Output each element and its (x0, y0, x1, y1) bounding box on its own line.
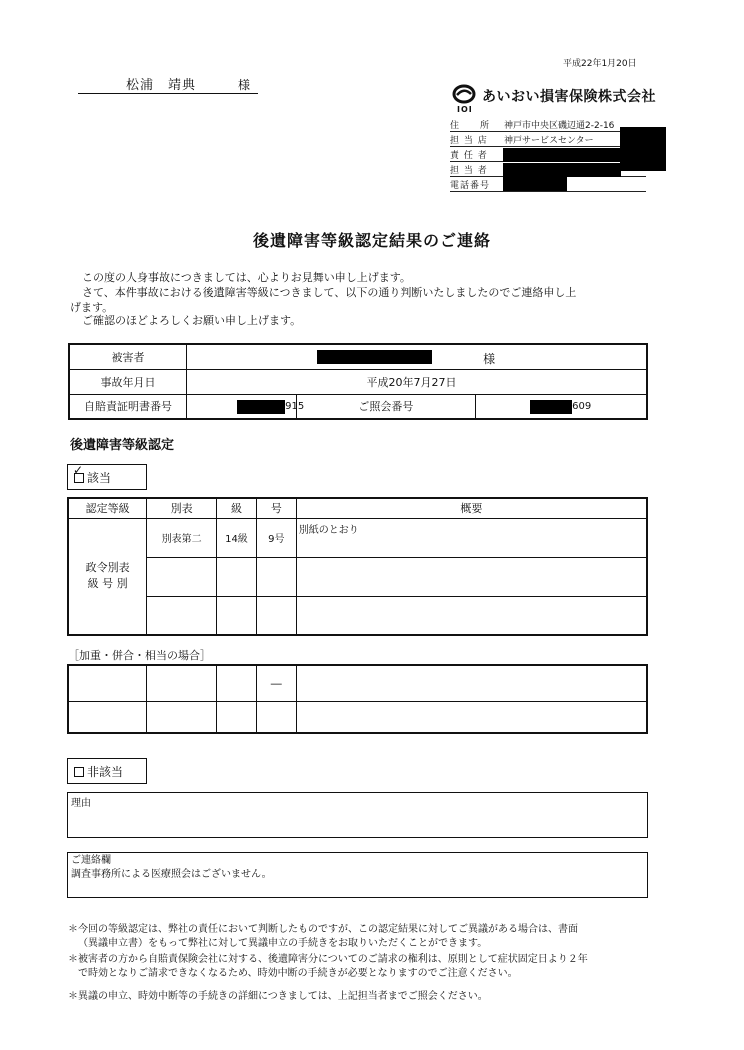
victim-cell (187, 344, 647, 369)
reference-number-label: ご照会番号 (296, 394, 475, 419)
page-title: 後遺障害等級認定結果のご連絡 (252, 231, 491, 250)
info-label: 電話番号 (450, 181, 491, 191)
row-label-cell (68, 518, 147, 635)
note-2-line-2: で時効となりご請求できなくなるため、時効中断の手続きが必要となりますのでご注意ください。 (78, 968, 518, 979)
note-2-line-1: ＊被害者の方から自賠責保険会社に対する、後遺障害分についてのご請求の権利は、原則として症状固定日より２年 (68, 954, 588, 965)
contact-text: 調査事務所による医療照会はございません。 (71, 869, 272, 880)
redaction-block (503, 177, 567, 191)
row1-number: 9号 (256, 518, 296, 557)
non-applicable-box (67, 758, 147, 784)
extra-row1-dash: ― (256, 665, 296, 701)
extra-section-title: ［加重・併合・相当の場合］ (68, 649, 211, 662)
extra-row2-col2 (147, 701, 217, 733)
redaction-block (530, 400, 572, 414)
redaction-block (503, 148, 621, 162)
non-applicable-checkbox (74, 767, 84, 777)
addressee-suffix: 様 (238, 78, 251, 92)
header-level: 級 (217, 498, 257, 518)
extra-row1-col5 (296, 665, 647, 701)
row2-number (256, 557, 296, 596)
row3-table (147, 596, 217, 635)
header-summary: 概要 (296, 498, 647, 518)
extra-row2-col4 (256, 701, 296, 733)
victim-label: 被害者 (69, 344, 187, 369)
non-applicable-label: 非該当 (87, 765, 124, 779)
victim-suffix: 様 (483, 352, 496, 366)
row3-number (256, 596, 296, 635)
row1-grade: 14級 (217, 518, 257, 557)
extra-row1-col2 (147, 665, 217, 701)
row2-table (147, 557, 217, 596)
extra-row2-col3 (216, 701, 256, 733)
row2-grade (217, 557, 257, 596)
note-1-line-2: （異議申立書）をもって弊社に対して異議申立の手続きをお取りいただくことができます。 (78, 938, 488, 949)
applicable-checkbox (73, 463, 84, 483)
info-label: 住 所 (450, 121, 491, 131)
info-label: 責 任 者 (450, 151, 488, 161)
note-3: ＊異議の申立、時効中断等の手続きの詳細につきましては、上記担当者までご照会ください。 (68, 991, 488, 1002)
addressee-line (78, 74, 258, 94)
grading-section-title: 後遺障害等級認定 (70, 438, 175, 453)
applicable-box (67, 464, 147, 490)
info-row-branch (450, 132, 646, 147)
cert-number-label: 自賠責証明書番号 (69, 394, 187, 419)
redaction-block (620, 127, 666, 171)
reason-label: 理由 (71, 798, 91, 809)
cert-number-value: 915 (285, 400, 305, 412)
addressee-name: 松浦 靖典 (126, 78, 197, 93)
header-grade: 認定等級 (68, 498, 147, 518)
company-logo-icon (452, 83, 478, 107)
info-value: 神戸サービスセンター (504, 136, 594, 146)
row-label-line-1: 政令別表 (85, 561, 130, 575)
header-number: 号 (256, 498, 296, 518)
intro-line-3: げます。 (70, 301, 114, 314)
cert-number-cell (187, 394, 305, 419)
checkmark-icon: ✓ (73, 463, 84, 477)
row1-table: 別表第二 (147, 518, 217, 557)
header-table: 別表 (147, 498, 217, 518)
row1-summary: 別紙のとおり (296, 518, 647, 557)
info-label: 担 当 店 (450, 136, 488, 146)
redaction-block (503, 163, 621, 177)
company-logo-sub: IOI (457, 105, 473, 114)
reason-box (67, 792, 648, 838)
intro-line-1: この度の人身事故につきましては、心よりお見舞い申し上げます。 (82, 271, 411, 284)
reference-number-cell (476, 394, 647, 419)
row-label-line-2: 級 号 別 (87, 577, 128, 591)
extra-row2-col1 (68, 701, 147, 733)
info-row-address (450, 117, 646, 132)
redaction-block (317, 350, 432, 364)
applicable-label: 該当 (87, 471, 112, 485)
info-value: 神戸市中央区磯辺通2-2-16 (504, 121, 615, 131)
accident-date-label: 事故年月日 (69, 369, 187, 394)
row3-summary (296, 596, 647, 635)
redaction-block (237, 400, 285, 414)
contact-label: ご連絡欄 (71, 855, 111, 866)
reference-number-value: 609 (572, 400, 592, 412)
row2-summary (296, 557, 647, 596)
note-1-line-1: ＊今回の等級認定は、弊社の責任において判断したものですが、この認定結果に対してご異議がある場合は、書面 (68, 924, 578, 935)
extra-row1-col1 (68, 665, 147, 701)
extra-row1-col3 (216, 665, 256, 701)
summary-table (68, 343, 648, 420)
extra-row2-col5 (296, 701, 647, 733)
info-label: 担 当 者 (450, 166, 488, 176)
intro-line-4: ご確認のほどよろしくお願い申し上げます。 (82, 314, 302, 327)
grading-table (67, 497, 648, 636)
accident-date: 平成20年7月27日 (187, 369, 647, 394)
document-date: 平成22年1月20日 (563, 59, 637, 69)
contact-box (67, 852, 648, 898)
extra-table (67, 664, 648, 734)
row3-grade (217, 596, 257, 635)
intro-line-2: さて、本件事故における後遺障害等級につきまして、以下の通り判断いたしましたのでご連絡申し上 (82, 286, 577, 299)
company-name: あいおい損害保険株式会社 (482, 89, 656, 105)
